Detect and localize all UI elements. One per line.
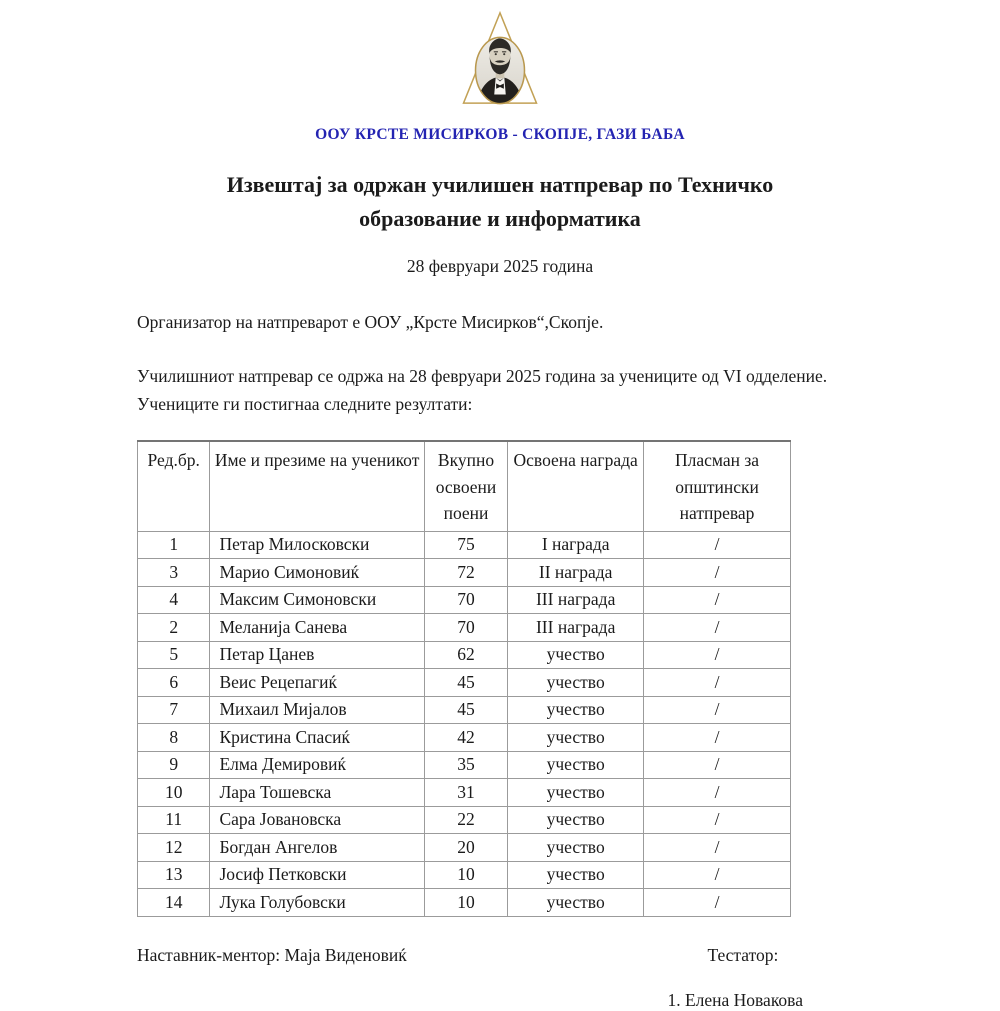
table-cell: учество <box>508 806 644 834</box>
table-cell: Богдан Ангелов <box>210 834 424 862</box>
table-cell: 13 <box>138 861 210 889</box>
table-cell: 9 <box>138 751 210 779</box>
table-cell: 3 <box>138 559 210 587</box>
table-cell: 10 <box>424 889 508 917</box>
table-cell: учество <box>508 669 644 697</box>
table-cell: 20 <box>424 834 508 862</box>
table-cell: учество <box>508 751 644 779</box>
table-cell: Лара Тошевска <box>210 779 424 807</box>
table-cell: 4 <box>138 586 210 614</box>
table-row <box>138 834 791 862</box>
tester-name: 1. Елена Новакова <box>667 989 803 1010</box>
table-cell: 10 <box>138 779 210 807</box>
table-cell: III награда <box>508 614 644 642</box>
table-row <box>138 724 791 752</box>
table-cell: / <box>644 751 791 779</box>
table-cell: 75 <box>424 531 508 559</box>
table-cell: / <box>644 669 791 697</box>
organizer-paragraph: Организатор на натпреварот е ООУ „Крсте Мисирков“,Скопје. <box>137 312 604 332</box>
table-cell: 45 <box>424 696 508 724</box>
table-cell: / <box>644 724 791 752</box>
table-cell: 12 <box>138 834 210 862</box>
table-cell: Лука Голубовски <box>210 889 424 917</box>
table-cell: / <box>644 779 791 807</box>
table-cell: Кристина Спасиќ <box>210 724 424 752</box>
table-cell: Сара Јовановска <box>210 806 424 834</box>
table-cell: учество <box>508 724 644 752</box>
table-cell: I награда <box>508 531 644 559</box>
header-cell-name: Име и презиме на ученикот <box>210 441 424 531</box>
table-cell: / <box>644 889 791 917</box>
testator-block <box>667 945 863 1011</box>
table-cell: 45 <box>424 669 508 697</box>
mentor-line: Наставник-ментор: Маја Виденовиќ <box>137 944 407 965</box>
header-cell-placement: Пласман за општински натпревар <box>644 441 791 531</box>
table-cell: 10 <box>424 861 508 889</box>
header-cell-award: Освоена награда <box>508 441 644 531</box>
header-cell-number: Ред.бр. <box>138 441 210 531</box>
school-logo <box>0 0 1000 110</box>
table-row <box>138 779 791 807</box>
signature-row <box>137 945 863 1011</box>
results-intro-paragraph: Училишниот натпревар се одржа на 28 февруари 2025 година за учениците од VI одделение. Учениците ги постигнаа следните резултати: <box>137 366 828 414</box>
table-cell: учество <box>508 889 644 917</box>
table-cell: 14 <box>138 889 210 917</box>
table-cell: Максим Симоновски <box>210 586 424 614</box>
table-row <box>138 641 791 669</box>
table-cell: 22 <box>424 806 508 834</box>
table-cell: 6 <box>138 669 210 697</box>
table-cell: Петар Милосковски <box>210 531 424 559</box>
table-row <box>138 614 791 642</box>
table-cell: / <box>644 806 791 834</box>
table-cell: 2 <box>138 614 210 642</box>
results-table-body <box>138 531 791 916</box>
report-title-line-1: Извештај за одржан училишен натпревар по Техничко <box>226 172 774 197</box>
table-cell: Петар Цанев <box>210 641 424 669</box>
table-row <box>138 751 791 779</box>
table-cell: 42 <box>424 724 508 752</box>
table-row <box>138 669 791 697</box>
table-cell: 5 <box>138 641 210 669</box>
table-cell: Елма Демировиќ <box>210 751 424 779</box>
results-table <box>137 440 791 917</box>
table-cell: / <box>644 586 791 614</box>
table-cell: учество <box>508 641 644 669</box>
table-cell: Веис Рецепагиќ <box>210 669 424 697</box>
table-row <box>138 531 791 559</box>
table-cell: 31 <box>424 779 508 807</box>
table-row <box>138 806 791 834</box>
table-cell: 72 <box>424 559 508 587</box>
report-title <box>137 168 863 236</box>
school-name: ООУ КРСТЕ МИСИРКОВ - СКОПЈЕ, ГАЗИ БАБА <box>315 126 685 143</box>
table-cell: 7 <box>138 696 210 724</box>
table-row <box>138 861 791 889</box>
table-row <box>138 586 791 614</box>
table-cell: / <box>644 531 791 559</box>
table-cell: / <box>644 641 791 669</box>
table-cell: 11 <box>138 806 210 834</box>
table-cell: учество <box>508 861 644 889</box>
table-cell: / <box>644 559 791 587</box>
table-row <box>138 889 791 917</box>
table-cell: / <box>644 861 791 889</box>
table-cell: II награда <box>508 559 644 587</box>
table-cell: учество <box>508 696 644 724</box>
table-cell: / <box>644 696 791 724</box>
table-cell: III награда <box>508 586 644 614</box>
table-cell: 8 <box>138 724 210 752</box>
table-cell: 70 <box>424 614 508 642</box>
results-table-header <box>138 441 791 531</box>
header-cell-points: Вкупно освоени поени <box>424 441 508 531</box>
table-cell: Михаил Мијалов <box>210 696 424 724</box>
table-cell: / <box>644 834 791 862</box>
document-body <box>137 168 863 1011</box>
table-cell: учество <box>508 779 644 807</box>
table-row <box>138 559 791 587</box>
table-cell: 35 <box>424 751 508 779</box>
table-cell: 70 <box>424 586 508 614</box>
table-row <box>138 696 791 724</box>
report-title-line-2: образование и информатика <box>359 206 641 231</box>
table-cell: Марио Симоновиќ <box>210 559 424 587</box>
table-cell: учество <box>508 834 644 862</box>
table-cell: Јосиф Петковски <box>210 861 424 889</box>
header-row <box>138 441 791 531</box>
table-cell: 62 <box>424 641 508 669</box>
report-date: 28 февруари 2025 година <box>406 256 594 276</box>
table-cell: 1 <box>138 531 210 559</box>
testator-label: Тестатор: <box>707 944 779 965</box>
table-cell: Меланија Санева <box>210 614 424 642</box>
table-cell: / <box>644 614 791 642</box>
krste-misirkov-portrait-icon <box>452 8 548 110</box>
